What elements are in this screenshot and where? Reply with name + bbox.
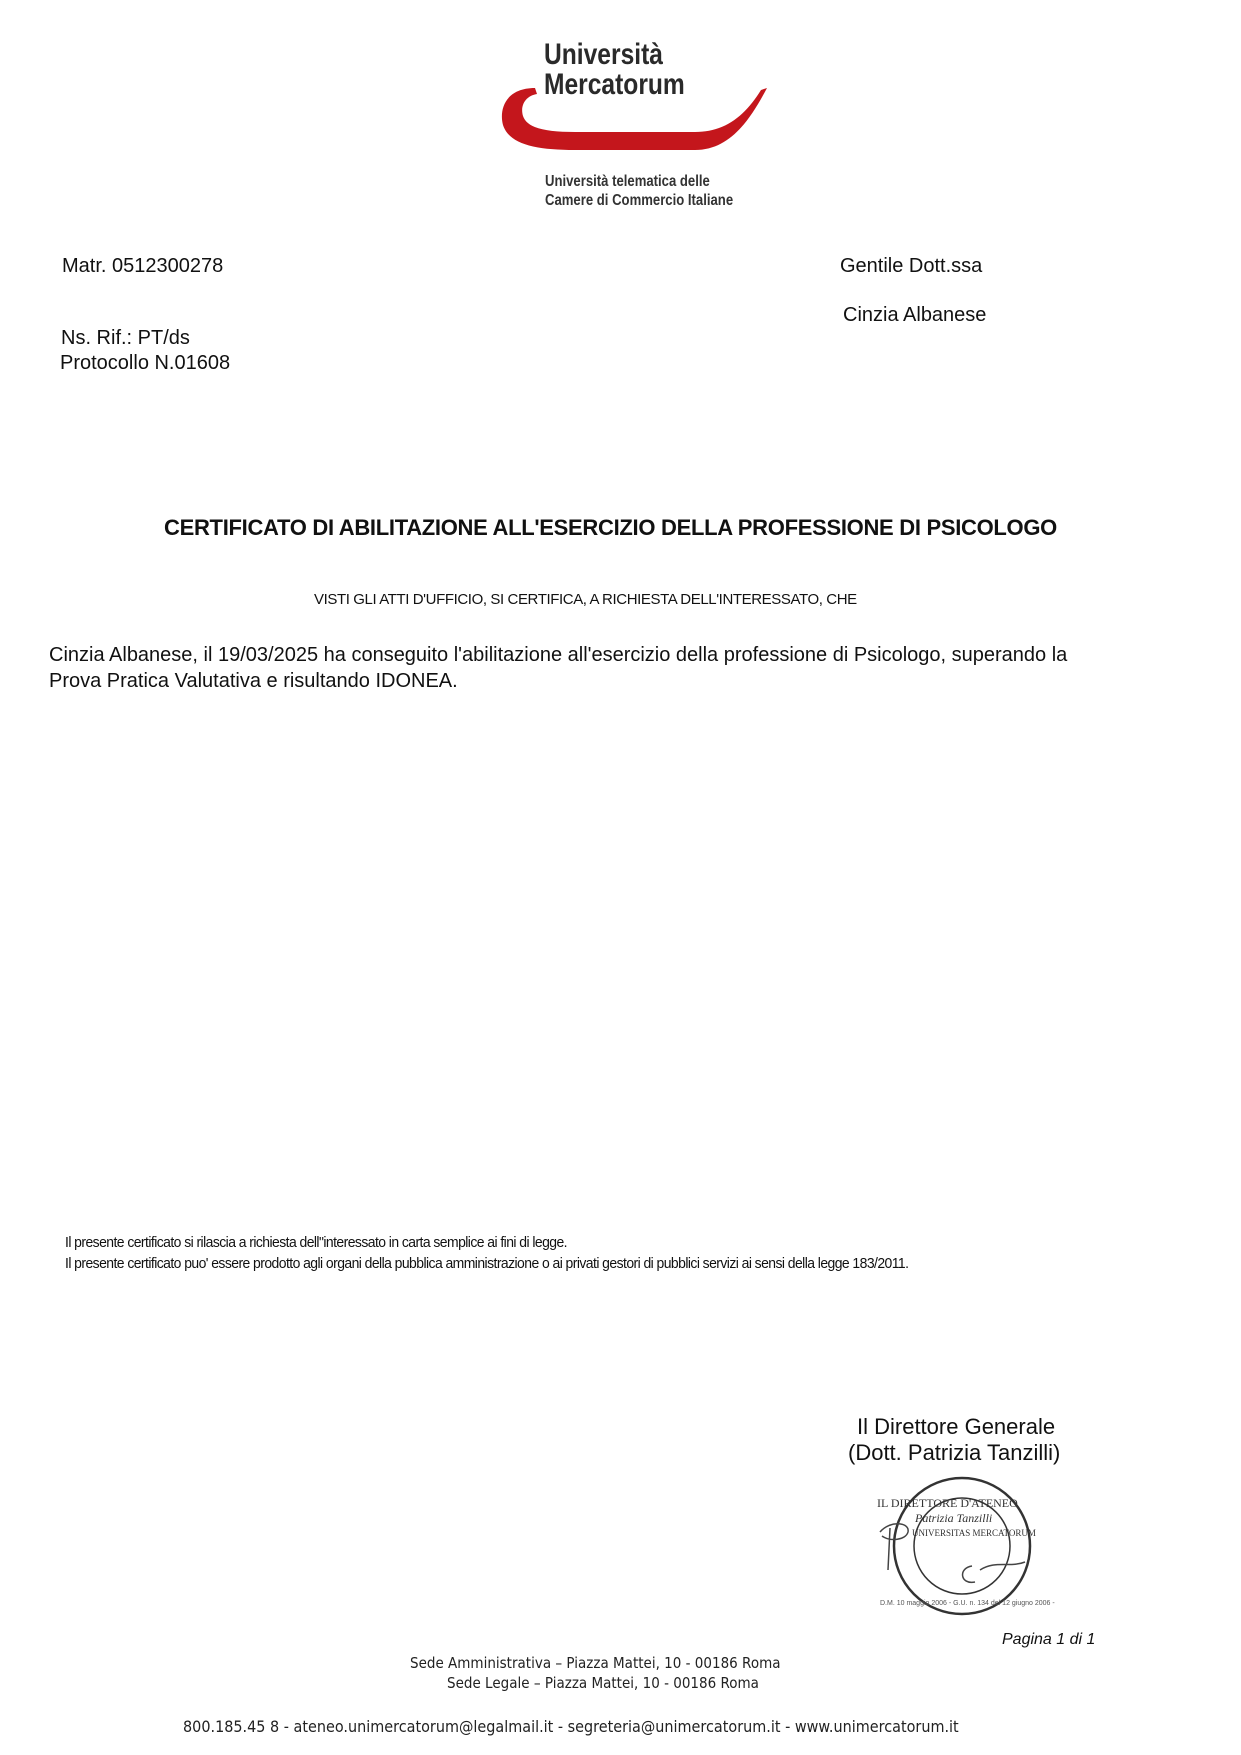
logo-name-line1: Università	[544, 38, 663, 71]
certificate-preamble: VISTI GLI ATTI D'UFFICIO, SI CERTIFICA, A RICHIESTA DELL'INTERESSATO, CHE	[314, 591, 857, 608]
stamp-inner-line3: UNIVERSITAS MERCATORUM	[912, 1528, 1036, 1538]
stamp-inner-line1: IL DIRETTORE D'ATENEO	[877, 1496, 1018, 1510]
legal-note-1: Il presente certificato si rilascia a richiesta dell"interessato in carta semplice ai fini di legge.	[65, 1234, 567, 1251]
reference: Ns. Rif.: PT/ds	[61, 327, 190, 349]
signatory-role: Il Direttore Generale	[857, 1414, 1056, 1439]
logo-name-line2: Mercatorum	[544, 68, 685, 101]
recipient-name: Cinzia Albanese	[843, 304, 987, 326]
stamp-seal-icon	[850, 1470, 1050, 1620]
legal-note-2: Il presente certificato puo' essere prodotto agli organi della pubblica amministrazione o ai privati gestori di pubblici servizi ai sensi della legge 183/2011.	[65, 1255, 909, 1272]
salutation: Gentile Dott.ssa	[840, 255, 983, 277]
footer-legal-office: Sede Legale – Piazza Mattei, 10 - 00186 Roma	[447, 1674, 759, 1692]
footer-contacts: 800.185.45 8 - ateneo.unimercatorum@legalmail.it - segreteria@unimercatorum.it - www.unimercatorum.it	[183, 1717, 959, 1736]
stamp-ring-text: D.M. 10 maggio 2006 - G.U. n. 134 del 12 giugno 2006 -	[880, 1600, 1055, 1607]
signatory-name: (Dott. Patrizia Tanzilli)	[848, 1440, 1061, 1465]
footer-admin-office: Sede Amministrativa – Piazza Mattei, 10 - 00186 Roma	[410, 1654, 781, 1672]
protocol-number: Protocollo N.01608	[60, 352, 231, 374]
certificate-body-line2: Prova Pratica Valutativa e risultando IDONEA.	[49, 670, 458, 692]
logo-tagline-line2: Camere di Commercio Italiane	[545, 192, 734, 209]
logo-tagline-line1: Università telematica delle	[545, 173, 710, 190]
certificate-title: CERTIFICATO DI ABILITAZIONE ALL'ESERCIZIO DELLA PROFESSIONE DI PSICOLOGO	[164, 515, 1057, 540]
certificate-body-line1: Cinzia Albanese, il 19/03/2025 ha conseguito l'abilitazione all'esercizio della professione di Psicologo, superando la	[49, 644, 1068, 666]
matricola-number: Matr. 0512300278	[62, 255, 224, 277]
stamp-inner-line2: Patrizia Tanzilli	[915, 1511, 993, 1525]
page-number: Pagina 1 di 1	[1002, 1631, 1096, 1648]
